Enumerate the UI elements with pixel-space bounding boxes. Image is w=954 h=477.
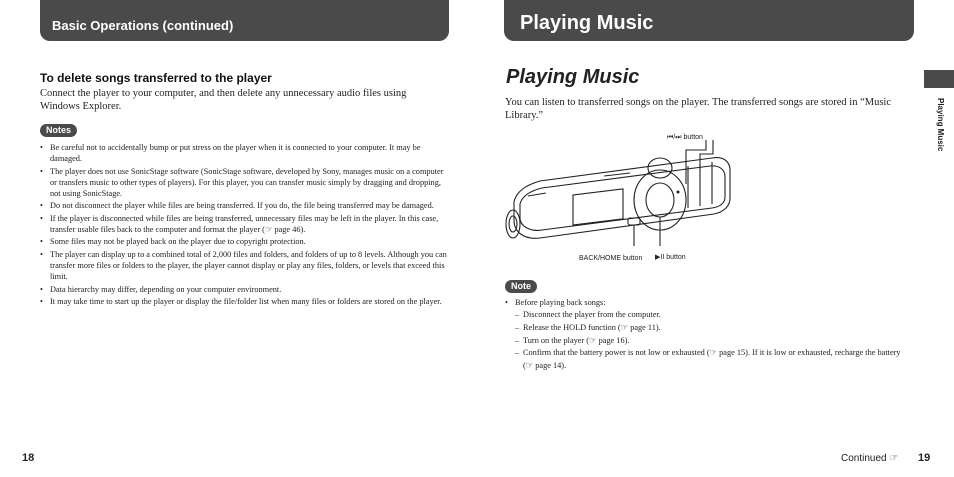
note-item: • The player can display up to a combined total of 2,000 files and folders, and folders of up to 8 levels. Although you can transfer more files or folders to the player, the player cannot display or play any files, folders, or levels that exceed this limit. <box>40 249 450 282</box>
note-item: • Data hierarchy may differ, depending on your computer environment. <box>40 284 450 295</box>
left-header-bar <box>40 0 449 41</box>
note-sublist <box>515 309 910 373</box>
notes-badge: Notes <box>40 124 77 137</box>
note-item: • Before playing back songs: <box>505 297 905 308</box>
note-subitem: – Release the HOLD function (☞ page 11). <box>515 322 910 335</box>
right-intro: You can listen to transferred songs on the player. The transferred songs are stored in “Music Library.” <box>505 97 891 121</box>
right-page-number: 19 <box>918 452 931 464</box>
note-item: • It may take time to start up the player or display the file/folder list when many files or folders are stored on the player. <box>40 296 450 307</box>
note-item: • Be careful not to accidentally bump or put stress on the player when it is connected to your computer. It may be damaged. <box>40 142 450 164</box>
left-page-number: 18 <box>22 452 35 464</box>
section-intro: Connect the player to your computer, and then delete any unnecessary audio files using Windows Explorer. <box>40 88 407 112</box>
note-subitem: – Disconnect the player from the computer. <box>515 309 910 322</box>
section-title: To delete songs transferred to the player <box>40 71 272 85</box>
left-header-title: Basic Operations (continued) <box>52 18 234 33</box>
back-home-button-label: BACK/HOME button <box>579 255 643 262</box>
play-button-label: ▶II button <box>655 254 686 261</box>
right-header-bar <box>504 0 914 41</box>
note-subitem: – Confirm that the battery power is not low or exhausted (☞ page 15). If it is low or exhausted, recharge the battery (☞ page 14). <box>515 347 910 373</box>
note-list <box>505 297 905 310</box>
skip-button-label: ⏮/⏭ button <box>667 134 703 141</box>
note-subitem: – Turn on the player (☞ page 16). <box>515 335 910 348</box>
note-item: • If the player is disconnected while files are being transferred, unnecessary files may be left in the player. In this case, transfer usable files back to the computer and format the player (☞ page 46). <box>40 213 450 235</box>
side-tab-label: Playing Music <box>936 98 945 152</box>
note-badge: Note <box>505 280 537 293</box>
side-tab-marker <box>924 70 954 88</box>
continued-label: Continued ☞ <box>841 453 899 464</box>
note-item: • Do not disconnect the player while files are being transferred. If you do, the file being transferred may be damaged. <box>40 200 450 211</box>
note-item: • The player does not use SonicStage software (SonicStage software, developed by Sony, manages music on a computer or transfers music to other types of players). For this player, you can transfer music simply by dragging and dropping, not using SonicStage. <box>40 166 450 199</box>
note-item: • Some files may not be played back on the player due to copyright protection. <box>40 236 450 247</box>
page-title: Playing Music <box>506 66 640 88</box>
right-header-title: Playing Music <box>520 12 654 34</box>
player-illustration <box>500 140 740 250</box>
notes-list <box>40 142 450 309</box>
